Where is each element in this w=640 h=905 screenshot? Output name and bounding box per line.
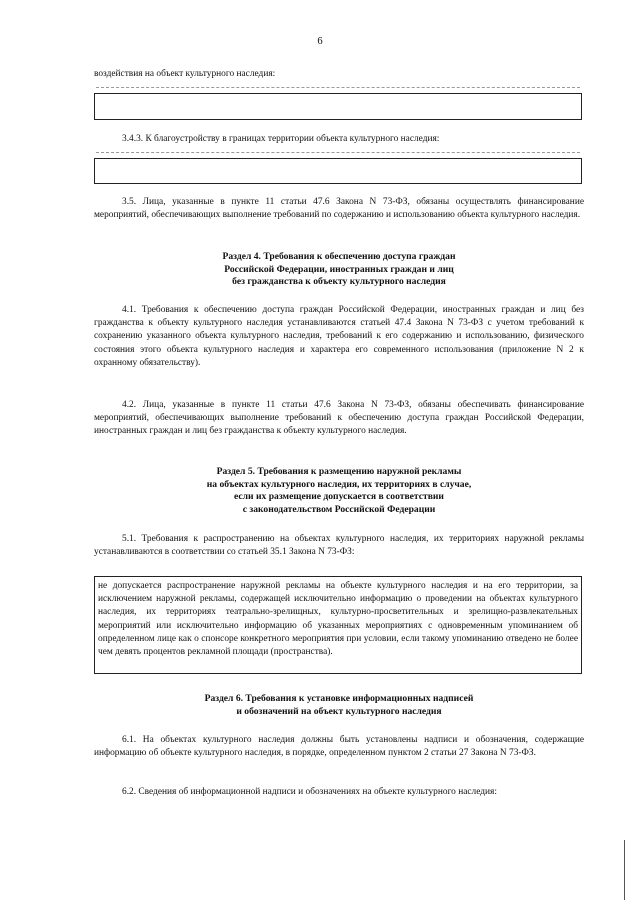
empty-field-improvement — [94, 158, 582, 184]
advertising-restriction-box: не допускается распространение наружной рекламы на объекте культурного наследия и на его территории, за исключением наружной рекламы, содержащей исключительно информацию о проведении на объектах культурного наследия, их территориях театрально-зрелищных, культурно-просветительных и зрелищно-развлекательных мероприятий или исключительно информацию об указанных мероприятиях с одновременным упоминанием об определенном лице как о спонсоре конкретного мероприятия при условии, если такому упоминанию отведено не более чем девять процентов рекламной площади (пространства). — [94, 576, 582, 674]
item-5-1: 5.1. Требования к распространению на объектах культурного наследия, их территориях наружной рекламы устанавливаются в соответствии со статьей 35.1 Закона N 73-ФЗ: — [94, 534, 584, 558]
section-6-heading-line: и обозначений на объект культурного наследия — [236, 705, 442, 717]
item-3-4-3: 3.4.3. К благоустройству в границах территории объекта культурного наследия: — [122, 134, 440, 144]
scan-dash-line — [96, 87, 580, 88]
empty-field-impact — [94, 93, 582, 120]
section-5-heading-line: на объектах культурного наследия, их территориях в случае, — [206, 478, 472, 490]
item-6-1: 6.1. На объектах культурного наследия должны быть установлены надписи и обозначения, содержащие информацию об объекте культурного наследия, в порядке, определенном пунктом 2 статьи 27 Закона N 73-ФЗ. — [94, 735, 584, 759]
section-5-heading-line: с законодательством Российской Федерации — [242, 503, 436, 515]
scan-dash-line — [96, 152, 580, 153]
intro-line: воздействия на объект культурного наследия: — [94, 69, 276, 79]
scan-edge-mark — [624, 840, 625, 900]
section-5-heading-line: если их размещение допускается в соответствии — [234, 491, 444, 503]
section-4-heading — [94, 251, 584, 289]
item-6-2: 6.2. Сведения об информационной надписи и обозначениях на объекте культурного наследия: — [122, 787, 497, 797]
item-4-2: 4.2. Лица, указанные в пункте 11 статьи 47.6 Закона N 73-ФЗ, обязаны обеспечивать финансирование мероприятий, обеспечивающих выполнение требований к обеспечению доступа граждан Российской Федерации, иностранных граждан и лиц без гражданства к объекту культурного наследия. — [94, 400, 584, 437]
section-6-heading-line: Раздел 6. Требования к установке информационных надписей — [204, 693, 474, 704]
section-6-heading — [94, 693, 584, 718]
item-4-1: 4.1. Требования к обеспечению доступа граждан Российской Федерации, иностранных граждан и лиц без гражданства к объекту культурного наследия устанавливаются статьей 47.4 Закона N 73-ФЗ с учетом требований к сохранению указанного объекта культурного наследия, требований к его содержанию и использованию, физического состояния этого объекта культурного наследия и характера его современного использования (приложение N 2 к охранному обязательству). — [94, 305, 584, 368]
section-5-heading — [94, 466, 584, 516]
section-4-heading-line: без гражданства к объекту культурного наследия — [232, 276, 446, 288]
item-3-5: 3.5. Лица, указанные в пункте 11 статьи 47.6 Закона N 73-ФЗ, обязаны осуществлять финансирование мероприятий, обеспечивающих выполнение требований по содержанию и использованию объекта культурного наследия. — [94, 197, 584, 221]
section-4-heading-line: Раздел 4. Требования к обеспечению доступа граждан — [222, 251, 456, 262]
section-4-heading-line: Российской Федерации, иностранных граждан и лиц — [224, 263, 454, 275]
section-5-heading-line: Раздел 5. Требования к размещению наружной рекламы — [216, 466, 462, 477]
page-number: 6 — [317, 36, 323, 47]
